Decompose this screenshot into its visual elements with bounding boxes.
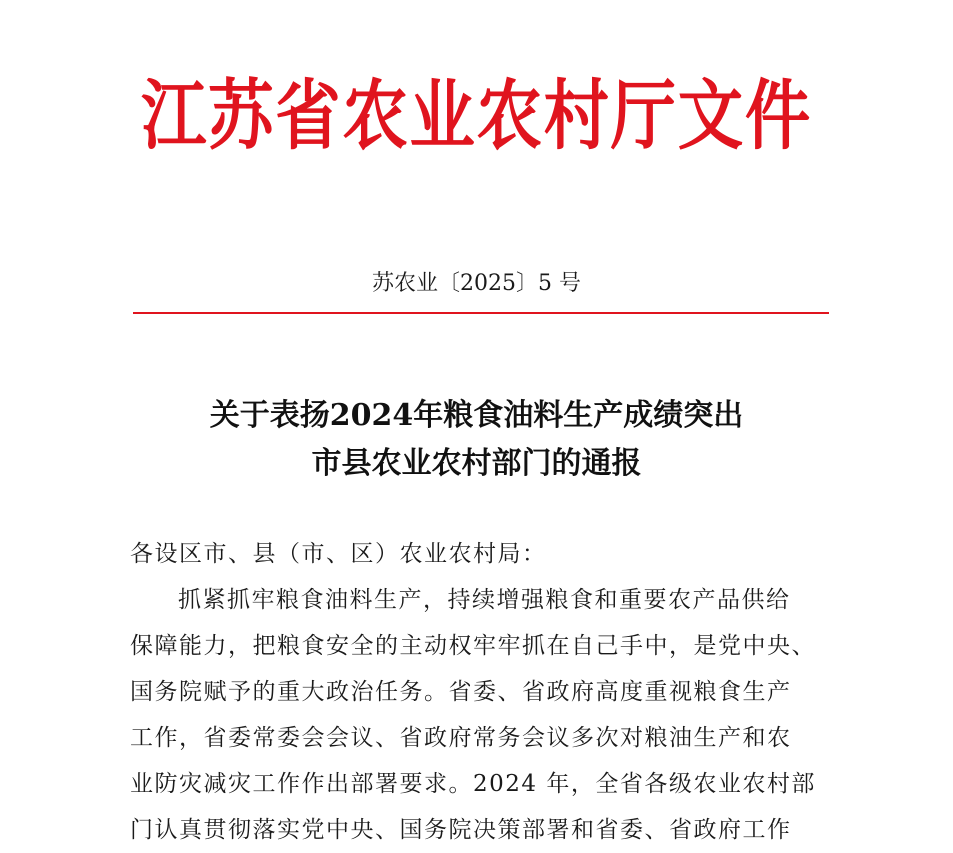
paragraph-line: 工作，省委常委会会议、省政府常务会议多次对粮油生产和农 — [130, 725, 792, 751]
document-number: 苏农业〔2025〕5 号 — [372, 271, 581, 296]
paragraph-line: 门认真贯彻落实党中央、国务院决策部署和省委、省政府工作 — [130, 817, 792, 843]
document-title — [0, 392, 953, 488]
salutation: 各设区市、县（市、区）农业农村局： — [130, 541, 547, 567]
document-body — [130, 531, 830, 853]
paragraph-line: 国务院赋予的重大政治任务。省委、省政府高度重视粮食生产 — [130, 679, 792, 705]
title-line-2: 市县农业农村部门的通报 — [311, 446, 642, 481]
title-line-1: 关于表扬2024年粮食油料生产成绩突出 — [209, 398, 744, 433]
paragraph-line: 保障能力，把粮食安全的主动权牢牢抓在自己手中，是党中央、 — [130, 633, 816, 659]
paragraph-line: 业防灾减灾工作作出部署要求。2024 年，全省各级农业农村部 — [130, 771, 816, 797]
document-masthead: 江苏省农业农村厅文件 — [141, 71, 812, 160]
paragraph-line: 抓紧抓牢粮食油料生产，持续增强粮食和重要农产品供给 — [178, 587, 791, 613]
red-divider-line — [133, 312, 829, 314]
